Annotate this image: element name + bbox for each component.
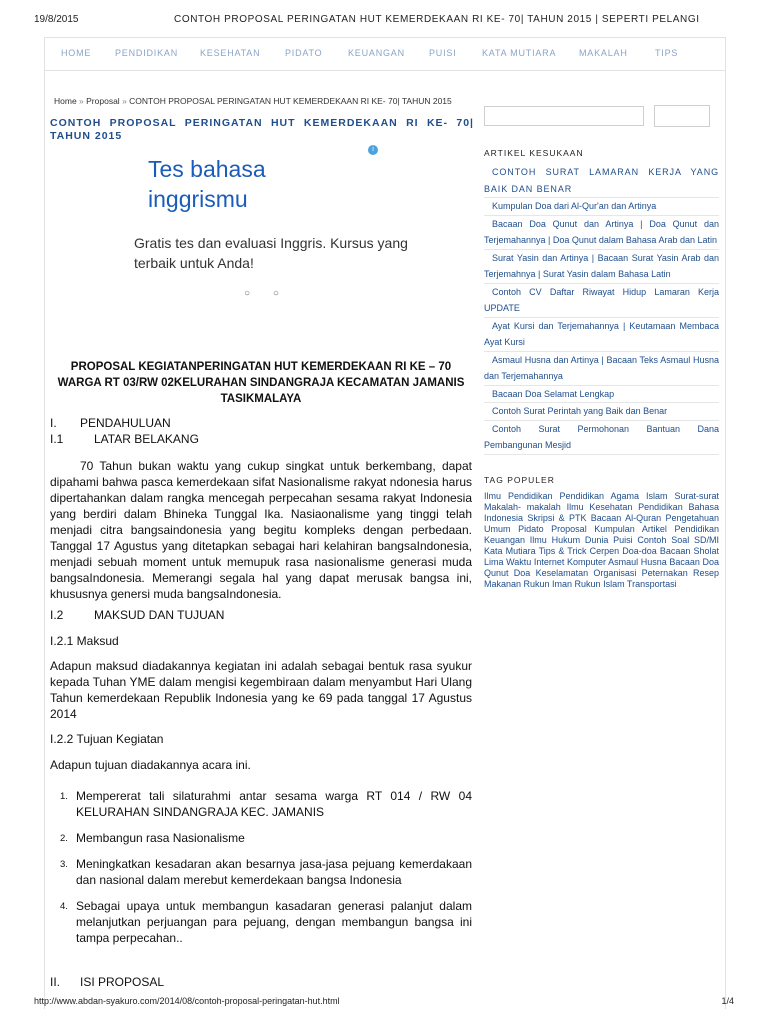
article-link[interactable]: Bacaan Doa Qunut dan Artinya | Doa Qunut dan Terjemahannya | Doa Qunut dalam Bahasa Arab dan Latin [484, 216, 719, 250]
paragraph: Adapun maksud diadakannya kegiatan ini adalah sebagai bentuk rasa syukur kepada Tuhan YME dalam mengisi kegembiraan dalam menyambut Hari Ulang Tahun kemerdekaan Republik Indonesia yang ke 69 pada tanggal 17 Agustus 2014 [50, 659, 472, 721]
print-footer [34, 996, 734, 1006]
list-text: Membangun rasa Nasionalisme [76, 831, 245, 845]
article-link[interactable]: Ayat Kursi dan Terjemahannya | Keutamaan Membaca Ayat Kursi [484, 318, 719, 352]
ad-headline[interactable]: Tes bahasa inggrismu [148, 156, 266, 212]
breadcrumb [54, 96, 452, 106]
nav-makalah[interactable]: MAKALAH [579, 48, 628, 58]
breadcrumb-home[interactable]: Home [54, 96, 77, 106]
print-date: 19/8/2015 [34, 14, 79, 25]
doc-heading: PROPOSAL KEGIATANPERINGATAN HUT KEMERDEKAAN RI KE – 70 WARGA RT 03/RW 02KELURAHAN SINDANGRAJA KECAMATAN JAMANIS TASIKMALAYA [57, 361, 465, 405]
section-number: I. [50, 416, 57, 430]
subsection-heading: I.2.1 Maksud [50, 634, 119, 648]
ad-carousel-dots[interactable]: ○ ○ [244, 288, 289, 299]
section-title: ISI PROPOSAL [80, 975, 165, 989]
print-page-number: 1/4 [721, 996, 734, 1006]
ad-info-icon[interactable]: i [368, 145, 378, 155]
nav-pendidikan[interactable]: PENDIDIKAN [115, 48, 179, 58]
list-item [50, 830, 472, 846]
list-item [50, 788, 472, 820]
article-link[interactable]: Contoh Surat Permohonan Bantuan Dana Pembangunan Mesjid [484, 421, 719, 455]
search-input[interactable] [484, 106, 644, 126]
objectives-list [50, 788, 472, 956]
list-text: Meningkatkan kesadaran akan besarnya jasa-jasa pejuang kemerdakaan dan nasional dalam merebut kemerdekaan bangsa Indonesia [76, 857, 472, 887]
articles-list [484, 164, 719, 455]
nav-kesehatan[interactable]: KESEHATAN [200, 48, 261, 58]
list-text: Mempererat tali silaturahmi antar sesama warga RT 014 / RW 04 KELURAHAN SINDANGRAJA KEC. JAMANIS [76, 789, 472, 819]
articles-heading: ARTIKEL KESUKAAN [484, 148, 584, 158]
search-button[interactable] [654, 105, 710, 127]
nav-kata-mutiara[interactable]: KATA MUTIARA [482, 48, 557, 58]
list-number: 3. [60, 859, 68, 870]
article-link[interactable]: Asmaul Husna dan Artinya | Bacaan Teks Asmaul Husna dan Terjemahannya [484, 352, 719, 386]
section-title: LATAR BELAKANG [94, 432, 199, 446]
article-link[interactable]: Surat Yasin dan Artinya | Bacaan Surat Yasin Arab dan Terjemahnya | Surat Yasin dalam Bahasa Latin [484, 250, 719, 284]
nav-pidato[interactable]: PIDATO [285, 48, 323, 58]
tag-cloud[interactable]: Ilmu Pendidikan Pendidikan Agama Islam Surat-surat Makalah- makalah Ilmu Kesehatan Pendidikan Bahasa Indonesia Skripsi & PTK Bacaan Al-Quran Pengetahuan Umum Pidato Proposal Kumpulan Artikel Pendidikan Keuangan Ilmu Hukum Dunia Puisi Contoh Soal SD/MI Kata Mutiara Tips & Trick Cerpen Doa-doa Bacaan Sholat Lima Waktu Internet Komputer Asmaul Husna Bacaan Doa Qunut Doa Keselamatan Organisasi Peternakan Resep Makanan Rukun Iman Rukun Islam Transportasi [484, 491, 719, 589]
paragraph: 70 Tahun bukan waktu yang cukup singkat untuk berkembang, dapat dipahami bahwa pasca kemerdekaan sifat Nasionalisme rakyat ndonesia harus dipertahankan dalam rangka mencegah perpecahan sesama rakyat Indonesia yang berdiri dalam Bhineka Tunggal Ika. Nasiaonalisme yang tinggi telah menjadi citra bangsaindonesia yang begitu kompleks dengan perbedaan. Tanggal 17 Agustus yang ditetapkan sebagai hari kelahiran bangsaIndonesia, menjadi sebuah moment untuk memupuk rasa nasionalisme generasi muda bangsaIndonesia. Memerangi segala hal yang dapat merusak bangsa ini, khususnya genersi muda bangsaIndonesia. [50, 459, 472, 601]
breadcrumb-current: CONTOH PROPOSAL PERINGATAN HUT KEMERDEKAAN RI KE- 70| TAHUN 2015 [129, 96, 452, 106]
article-link[interactable]: Contoh CV Daftar Riwayat Hidup Lamaran Kerja UPDATE [484, 284, 719, 318]
article-link[interactable]: Bacaan Doa Selamat Lengkap [484, 386, 719, 404]
ad-subtext[interactable]: Gratis tes dan evaluasi Inggris. Kursus yang terbaik untuk Anda! [134, 235, 408, 271]
section-number: I.1 [50, 432, 64, 446]
breadcrumb-section[interactable]: Proposal [86, 96, 120, 106]
list-number: 1. [60, 791, 68, 802]
list-number: 2. [60, 833, 68, 844]
section-heading [50, 607, 472, 623]
print-title: CONTOH PROPOSAL PERINGATAN HUT KEMERDEKAAN RI KE- 70| TAHUN 2015 | SEPERTI PELANGI [174, 14, 700, 25]
list-item [50, 856, 472, 888]
list-text: Sebagai upaya untuk membangun kasadaran generasi palanjut dalam melanjutkan perjuangan para pejuang, dengan membangun bangsa ini tampa perpecahan.. [76, 899, 472, 945]
section-number: I.2 [50, 608, 64, 622]
nav-home[interactable]: HOME [61, 48, 92, 58]
section-title: PENDAHULUAN [80, 416, 171, 430]
article-link[interactable]: Kumpulan Doa dari Al-Qur'an dan Artinya [484, 198, 719, 216]
section-number: II. [50, 975, 61, 989]
nav-tips[interactable]: TIPS [655, 48, 679, 58]
print-url: http://www.abdan-syakuro.com/2014/08/contoh-proposal-peringatan-hut.html [34, 996, 340, 1006]
nav-keuangan[interactable]: KEUANGAN [348, 48, 405, 58]
nav-puisi[interactable]: PUISI [429, 48, 457, 58]
post-title[interactable]: CONTOH PROPOSAL PERINGATAN HUT KEMERDEKAAN RI KE- 70| TAHUN 2015 [50, 117, 474, 142]
section-heading [50, 974, 472, 990]
paragraph: Adapun tujuan diadakannya acara ini. [50, 758, 251, 772]
section-heading [50, 415, 472, 431]
ad-banner[interactable] [50, 145, 408, 305]
top-nav [44, 37, 726, 71]
article-link[interactable]: Contoh Surat Perintah yang Baik dan Benar [484, 403, 719, 421]
list-number: 4. [60, 901, 68, 912]
section-heading [50, 431, 472, 447]
breadcrumb-sep: » [119, 96, 130, 106]
tags-heading: TAG POPULER [484, 475, 555, 485]
subsection-heading: I.2.2 Tujuan Kegiatan [50, 732, 164, 746]
article-link[interactable]: CONTOH SURAT LAMARAN KERJA YANG BAIK DAN BENAR [484, 164, 719, 198]
breadcrumb-sep: » [76, 96, 87, 106]
section-title: MAKSUD DAN TUJUAN [94, 608, 225, 622]
list-item [50, 898, 472, 946]
